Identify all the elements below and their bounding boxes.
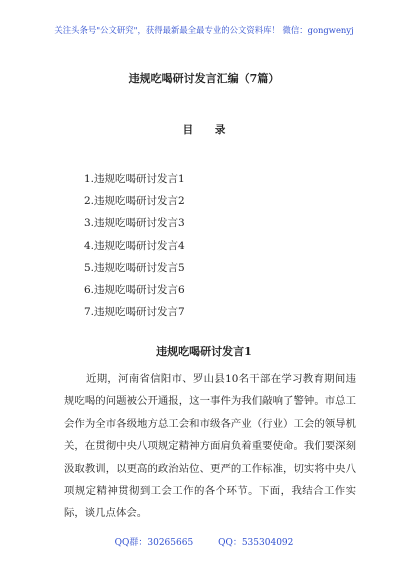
toc-item[interactable]: 7.违规吃喝研讨发言7 — [84, 306, 185, 319]
footer-qq: QQ：535304092 — [218, 538, 294, 548]
toc-item[interactable]: 1.违规吃喝研讨发言1 — [84, 173, 185, 185]
toc-item[interactable]: 3.违规吃喝研讨发言3 — [84, 217, 185, 230]
body-paragraph: 近期，河南省信阳市、罗山县10名干部在学习教育期间违规吃喝的问题被公开通报，这一事件为我们敲响了警钟。市总工会作为全市各级地方总工会和市级各产业（行业）工会的领导机关，在贯彻中央八项规定精神方面肩负着重要使命。我们要深刻汲取教训，以更高的政治站位、更严的工作标准，切实将中央八项规定精神贯彻到工会工作的各个环节。下面，我结合工作实际，谈几点体会。 — [64, 373, 356, 520]
toc-item[interactable]: 6.违规吃喝研讨发言6 — [84, 283, 185, 296]
toc-item[interactable]: 5.违规吃喝研讨发言5 — [84, 261, 185, 274]
header-banner: 关注头条号"公文研究"，获得最新最全最专业的公文资料库！ 微信：gongwenyj — [54, 25, 354, 35]
toc-item[interactable]: 2.违规吃喝研讨发言2 — [84, 195, 185, 208]
toc-heading: 目 录 — [182, 124, 235, 136]
footer-qq-group: QQ群：30265665 — [114, 538, 194, 548]
document-title: 违规吃喝研讨发言汇编（7篇） — [128, 72, 280, 85]
toc-item[interactable]: 4.违规吃喝研讨发言4 — [84, 239, 185, 252]
footer-contact — [0, 535, 408, 548]
table-of-contents — [84, 172, 185, 327]
section-title: 违规吃喝研讨发言1 — [156, 345, 252, 358]
